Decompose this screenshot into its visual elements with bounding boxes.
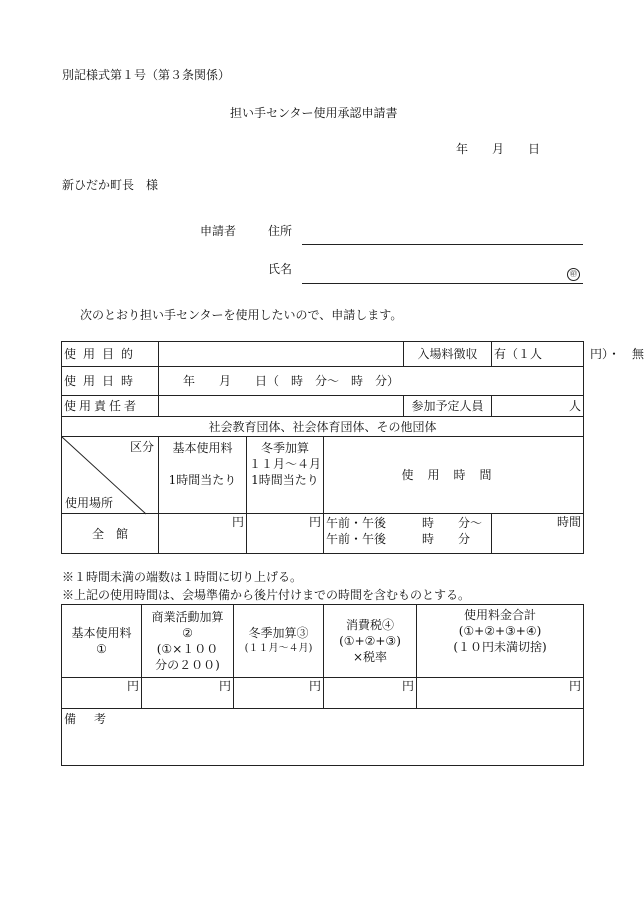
date-line: 年 月 日 <box>456 142 541 156</box>
basic-fee-col-label: 基本使用料 <box>71 626 132 640</box>
tax-formula: (①+②+③) <box>339 634 401 648</box>
form-number: 別記様式第１号（第３条関係） <box>62 68 231 82</box>
participants-label: 参加予定人員 <box>404 396 492 417</box>
winter-col <box>234 605 324 678</box>
purpose-label: 使用目的 <box>62 342 159 367</box>
manager-field[interactable] <box>159 396 404 417</box>
total-label: 使用料金合計 <box>463 608 536 622</box>
basic-fee-sub: 1時間当たり <box>168 473 237 487</box>
time-line-2: 午前・午後 時 分 <box>326 532 471 546</box>
datetime-label: 使用日時 <box>62 367 159 396</box>
basic-fee-label: 基本使用料 <box>172 441 233 455</box>
note-2: ※上記の使用時間は、会場準備から後片付けまでの時間を含むものとする。 <box>62 588 471 602</box>
commercial-col <box>142 605 234 678</box>
winter-col-label: 冬季加算③ <box>248 626 309 640</box>
total-formula: (①+②+③+④) <box>458 624 542 638</box>
group-header: 社会教育団体、社会体育団体、その他団体 <box>62 417 584 437</box>
manager-label: 使用責任者 <box>62 396 159 417</box>
winter-label: 冬季加算 <box>260 441 309 455</box>
hours-field[interactable]: 時間 <box>492 514 584 554</box>
winter-period: １１月～４月 <box>249 457 322 471</box>
seal-mark: ㊞ <box>567 268 580 281</box>
tax-col <box>324 605 417 678</box>
usage-table <box>61 341 644 554</box>
participants-field[interactable]: 人 <box>492 396 584 417</box>
addressee: 新ひだか町長 様 <box>62 178 159 192</box>
total-amount[interactable]: 円 <box>417 678 584 709</box>
remarks-field[interactable] <box>62 709 584 766</box>
address-line <box>302 244 583 245</box>
entrance-fee-label: 入場料徴収 <box>404 342 492 367</box>
intro-text: 次のとおり担い手センターを使用したいので、申請します。 <box>80 308 403 322</box>
basic-fee-yen[interactable]: 円 <box>159 514 247 554</box>
tax-amount[interactable]: 円 <box>324 678 417 709</box>
category-header-cell <box>62 437 159 514</box>
commercial-formula-1: (①×１００ <box>156 642 219 656</box>
tax-rate: ×税率 <box>352 650 388 664</box>
winter-amount[interactable]: 円 <box>234 678 324 709</box>
usage-time-label: 使用時間 <box>324 437 584 514</box>
winter-col-period: (１１月～４月) <box>244 643 313 654</box>
total-rounding: (１０円未満切捨) <box>453 640 547 654</box>
total-col <box>417 605 584 678</box>
kubun-label: 区分 <box>129 440 154 454</box>
purpose-field[interactable] <box>159 342 404 367</box>
basic-fee-amount[interactable]: 円 <box>62 678 142 709</box>
tax-label: 消費税④ <box>345 618 394 632</box>
commercial-formula-2: 分の２００) <box>155 658 220 672</box>
commercial-mark: ② <box>182 626 193 640</box>
winter-header <box>247 437 324 514</box>
time-line-1: 午前・午後 時 分～ <box>326 516 483 530</box>
document-title: 担い手センター使用承認申請書 <box>230 106 398 120</box>
winter-fee-yen[interactable]: 円 <box>247 514 324 554</box>
hall-label: 全 館 <box>62 514 159 554</box>
commercial-label: 商業活動加算 <box>151 610 224 624</box>
name-line <box>302 283 583 284</box>
basho-label: 使用場所 <box>65 496 114 510</box>
basic-fee-header <box>159 437 247 514</box>
address-label: 住所 <box>268 224 293 238</box>
winter-sub: 1時間当たり <box>251 473 319 487</box>
note-1: ※１時間未満の端数は１時間に切り上げる。 <box>62 570 303 584</box>
basic-fee-col-mark: ① <box>96 642 107 656</box>
entrance-fee-value[interactable]: 有（１人 円）・ 無 <box>492 342 584 367</box>
remarks-label: 備 考 <box>64 712 110 726</box>
basic-fee-col <box>62 605 142 678</box>
fee-table <box>61 604 584 766</box>
time-range-cell[interactable] <box>324 514 492 554</box>
applicant-label: 申請者 <box>200 224 237 238</box>
datetime-value[interactable]: 年 月 日（ 時 分～ 時 分） <box>159 367 584 396</box>
commercial-amount[interactable]: 円 <box>142 678 234 709</box>
name-label: 氏名 <box>268 262 293 276</box>
